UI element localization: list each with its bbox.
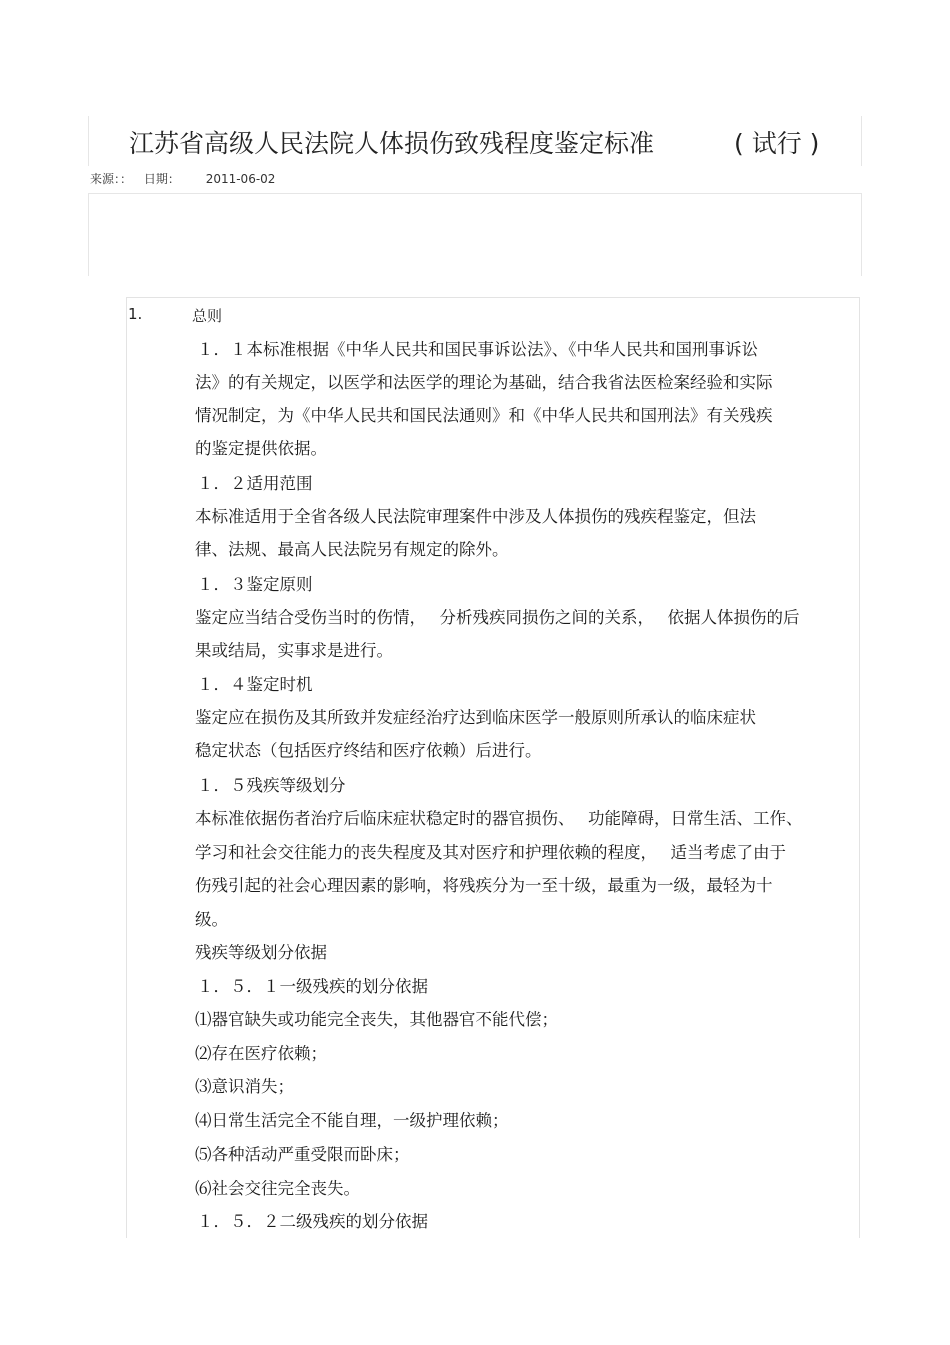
paragraph-line: 残疾等级划分依据 (195, 943, 327, 962)
list-item: ⑹社会交往完全丧失。 (195, 1179, 360, 1198)
paragraph-line: 鉴定应在损伤及其所致并发症经治疗达到临床医学一般原则所承认的临床症状 (195, 708, 756, 727)
paragraph-line: 的鉴定提供依据。 (195, 439, 327, 458)
paragraph-line: 本标准依据伤者治疗后临床症状稳定时的器官损伤、 功能障碍，日常生活、工作、 (195, 809, 803, 828)
subsection-heading: １．５．２二级残疾的划分依据 (197, 1212, 428, 1231)
list-item: ⑴器官缺失或功能完全丧失，其他器官不能代偿； (195, 1010, 558, 1029)
subsection-heading: １．２适用范围 (197, 474, 313, 493)
section-number: 1. (128, 305, 143, 323)
page-title: 江苏省高级人民法院人体损伤致残程度鉴定标准 (129, 129, 655, 158)
paragraph-line: 稳定状态（包括医疗终结和医疗依赖）后进行。 (195, 741, 542, 760)
paragraph-line: 伤残引起的社会心理因素的影响，将残疾分为一至十级，最重为一级，最轻为十 (195, 876, 773, 895)
subsection-heading: １．５．１一级残疾的划分依据 (197, 977, 428, 996)
paragraph-line: 级。 (195, 910, 228, 929)
list-item: ⑸各种活动严重受限而卧床； (195, 1145, 410, 1164)
title-trial-note: ( 试行 ) (734, 129, 820, 158)
paragraph-line: 本标准适用于全省各级人民法院审理案件中涉及人体损伤的残疾程鉴定，但法 (195, 507, 756, 526)
paragraph-line: 法》的有关规定，以医学和法医学的理论为基础，结合我省法医检案经验和实际 (195, 373, 773, 392)
subsection-heading: １．５残疾等级划分 (197, 776, 346, 795)
title-frame (88, 116, 862, 166)
date-label: 日期： (143, 172, 180, 186)
subsection-heading: １．３鉴定原则 (197, 575, 313, 594)
paragraph-line: 果或结局，实事求是进行。 (195, 641, 393, 660)
source-label: 来源：： (90, 172, 133, 186)
paragraph-line: 情况制定，为《中华人民共和国民法通则》和《中华人民共和国刑法》有关残疾 (195, 406, 773, 425)
blank-panel (88, 193, 862, 276)
date-value: 2011-06-02 (205, 172, 276, 186)
paragraph-line: 学习和社会交往能力的丧失程度及其对医疗和护理依赖的程度， 适当考虑了由于 (195, 843, 786, 862)
list-item: ⑶意识消失； (195, 1077, 294, 1096)
paragraph-line: 鉴定应当结合受伤当时的伤情， 分析残疾同损伤之间的关系， 依据人体损伤的后 (195, 608, 800, 627)
section-name: 总则 (192, 307, 223, 325)
paragraph-line: １．１本标准根据《中华人民共和国民事诉讼法》、《中华人民共和国刑事诉讼 (197, 340, 758, 359)
list-item: ⑵存在医疗依赖； (195, 1044, 327, 1063)
meta-line (90, 170, 283, 187)
subsection-heading: １．４鉴定时机 (197, 675, 313, 694)
paragraph-line: 律、法规、最高人民法院另有规定的除外。 (195, 540, 509, 559)
list-item: ⑷日常生活完全不能自理，一级护理依赖； (195, 1111, 509, 1130)
